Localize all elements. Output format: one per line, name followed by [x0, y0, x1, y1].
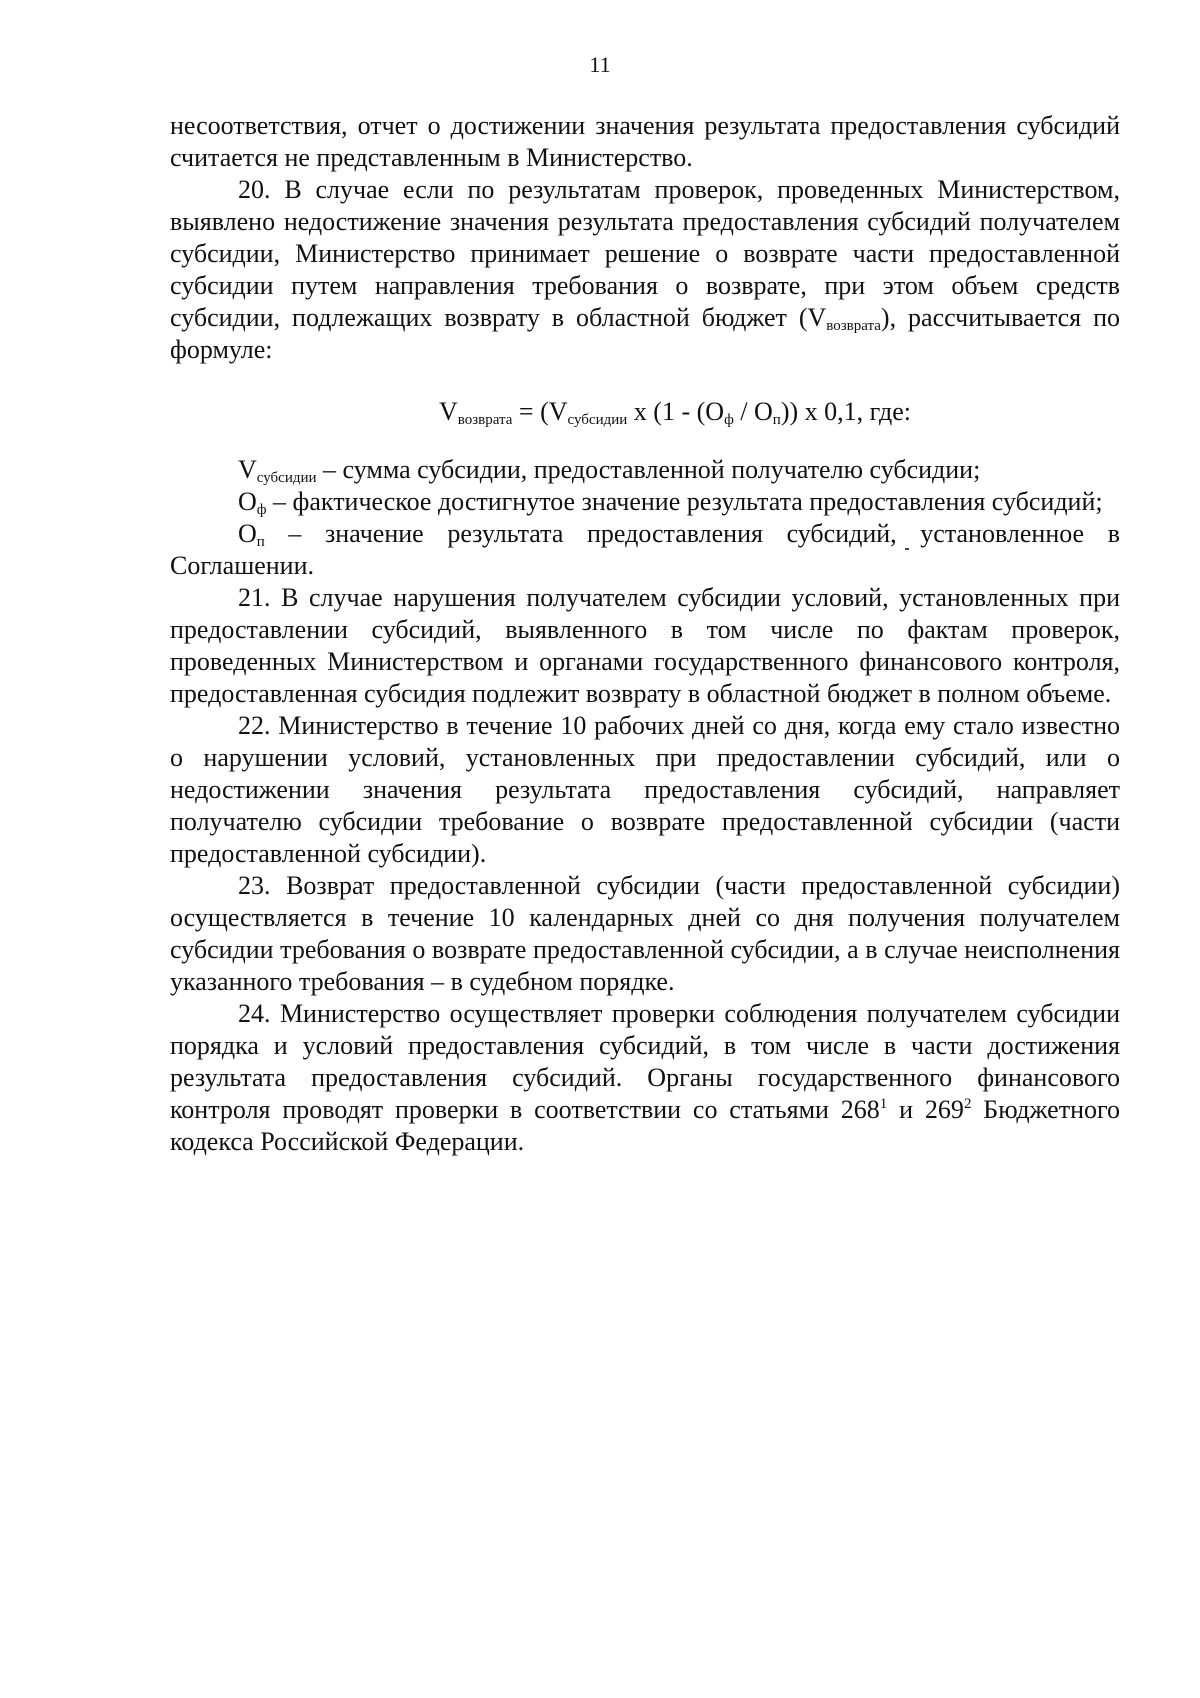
- formula-subscript: возврата: [457, 412, 513, 428]
- formula-text: / О: [733, 397, 773, 426]
- formula-text: x (1 - (О: [627, 397, 725, 426]
- paragraph-text: 23. Возврат предоставленной субсидии (части предоставленной субсидии) осуществляется в течение 10 календарных дней со дня получения получателем субсидии требования о возврате предоставленной субсидии, а в случае неисполнения указанного требования – в судебном порядке.: [170, 871, 1120, 996]
- definition-text: – сумма субсидии, предоставленной получателю субсидии;: [316, 455, 981, 484]
- paragraph-text: 24. Министерство осуществляет проверки соблюдения получателем субсидии порядка и условий предоставления субсидий, в том числе в части достижения результата предоставления субсидий. Органы государственного финансового контроля проводят проверки в соответствии со статьями 268: [170, 999, 1120, 1124]
- paragraph-text: 20. В случае если по результатам проверок, проведенных Министерством, выявлено недостижение значения результата предоставления субсидий получателем субсидии, Министерство принимает решение о возврате части предоставленной субсидии путем направления требования о возврате, при этом объем средств субсидии, подлежащих возврату в областной бюджет (: [170, 175, 1120, 332]
- document-body: [170, 110, 1120, 1158]
- page-number: 11: [589, 52, 611, 77]
- definition-variable: О: [238, 487, 257, 516]
- paragraph-text: ), рассчитывается по формуле:: [170, 303, 1120, 364]
- variable-subscript: возврата: [826, 318, 881, 334]
- scan-artifact-mark: [905, 548, 909, 550]
- paragraph-21: [170, 582, 1120, 710]
- paragraph-text: 22. Министерство в течение 10 рабочих дней со дня, когда ему стало известно о нарушении условий, установленных при предоставлении субсидий, или о недостижении значения результата предоставления субсидий, направляет получателю субсидии требование о возврате предоставленной субсидии (части предоставленной субсидии).: [170, 711, 1120, 868]
- variable: V: [807, 303, 827, 332]
- formula-subscript: п: [772, 412, 781, 428]
- article-superscript: 1: [879, 1096, 888, 1112]
- paragraph-text: Бюджетного кодекса Российской Федерации.: [170, 1095, 1121, 1156]
- definition-text: – значение результата предоставления субсидий, установленное в Соглашении.: [170, 519, 1120, 580]
- formula-text: = (V: [512, 397, 568, 426]
- paragraph-text: 21. В случае нарушения получателем субсидии условий, установленных при предоставлении субсидий, выявленного в том числе по фактам проверок, проведенных Министерством и органами государственного финансового контроля, предоставленная субсидия подлежит возврату в областной бюджет в полном объеме.: [170, 583, 1120, 708]
- definition-subscript: ф: [256, 502, 267, 518]
- paragraph-text: и 269: [887, 1095, 964, 1124]
- formula-text: )) x 0,1, где:: [780, 397, 912, 426]
- definition-subscript: субсидии: [256, 470, 317, 486]
- paragraph-22: [170, 710, 1120, 870]
- article-superscript: 2: [963, 1096, 972, 1112]
- paragraph-20: [170, 174, 1120, 366]
- definition-o-fact: [170, 486, 1120, 518]
- formula: [170, 396, 1120, 428]
- definition-subscript: п: [256, 534, 265, 550]
- formula-variable: V: [438, 397, 458, 426]
- paragraph-24: [170, 998, 1120, 1158]
- definition-variable: V: [238, 455, 257, 484]
- definition-v-subsidy: [170, 454, 1120, 486]
- paragraph-text: несоответствия, отчет о достижении значения результата предоставления субсидий считается не представленным в Министерство.: [170, 111, 1120, 172]
- definition-text: – фактическое достигнутое значение результата предоставления субсидий;: [266, 487, 1103, 516]
- paragraph-23: [170, 870, 1120, 998]
- formula-subscript: ф: [724, 412, 734, 428]
- paragraph-continuation: [170, 110, 1120, 174]
- definition-variable: О: [238, 519, 257, 548]
- definition-o-plan: [170, 518, 1120, 582]
- formula-subscript: субсидии: [567, 412, 628, 428]
